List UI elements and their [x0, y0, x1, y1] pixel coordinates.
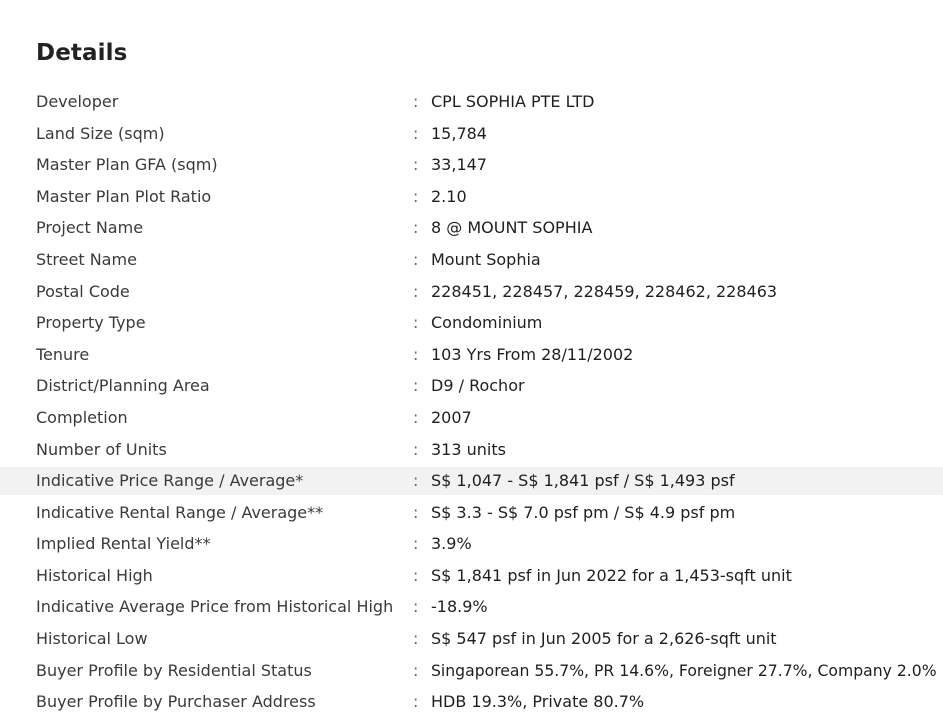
row-separator: : — [413, 470, 419, 490]
row-value: Condominium — [431, 313, 543, 333]
row-price-from-high — [0, 591, 943, 623]
page-title: Details — [36, 40, 128, 66]
row-value: S$ 3.3 - S$ 7.0 psf pm / S$ 4.9 psf pm — [431, 502, 736, 522]
row-separator: : — [413, 344, 419, 364]
row-label: Indicative Rental Range / Average** — [36, 502, 324, 522]
row-separator: : — [413, 249, 419, 269]
row-postal-code — [0, 276, 943, 308]
row-value: S$ 1,841 psf in Jun 2022 for a 1,453-sqft unit — [431, 565, 792, 585]
row-value: S$ 1,047 - S$ 1,841 psf / S$ 1,493 psf — [431, 470, 735, 490]
row-separator: : — [413, 660, 419, 680]
row-separator: : — [413, 376, 419, 396]
row-label: Indicative Average Price from Historical High — [36, 597, 394, 617]
row-property-type — [0, 307, 943, 339]
row-separator: : — [413, 439, 419, 459]
row-label: Completion — [36, 407, 128, 427]
row-tenure — [0, 339, 943, 371]
row-plot-ratio — [0, 181, 943, 213]
row-separator: : — [413, 565, 419, 585]
row-value: CPL SOPHIA PTE LTD — [431, 92, 595, 111]
row-value: 3.9% — [431, 534, 472, 554]
row-separator: : — [413, 92, 419, 111]
row-value: 2.10 — [431, 186, 467, 206]
row-label: Land Size (sqm) — [36, 123, 165, 143]
row-label: Tenure — [36, 344, 90, 364]
row-label: Indicative Price Range / Average* — [36, 470, 304, 490]
row-label: Historical Low — [36, 629, 148, 648]
row-rental-yield — [0, 528, 943, 560]
row-value: -18.9% — [431, 597, 488, 617]
details-table — [0, 86, 943, 718]
row-label: Master Plan Plot Ratio — [36, 186, 212, 206]
row-label: Number of Units — [36, 439, 167, 459]
row-label: Master Plan GFA (sqm) — [36, 155, 218, 175]
row-buyer-residential — [0, 655, 943, 687]
row-label: Postal Code — [36, 281, 130, 301]
row-land-size — [0, 118, 943, 150]
row-value: 33,147 — [431, 155, 487, 175]
row-separator: : — [413, 692, 419, 712]
row-buyer-address — [0, 686, 943, 718]
row-value: 2007 — [431, 407, 472, 427]
row-separator: : — [413, 502, 419, 522]
row-label: Project Name — [36, 218, 144, 238]
row-label: Implied Rental Yield** — [36, 534, 211, 554]
row-separator: : — [413, 629, 419, 648]
row-label: Developer — [36, 92, 119, 111]
row-value: D9 / Rochor — [431, 376, 525, 396]
row-separator: : — [413, 597, 419, 617]
row-project-name — [0, 212, 943, 244]
row-value: HDB 19.3%, Private 80.7% — [431, 692, 645, 712]
row-separator: : — [413, 313, 419, 333]
row-label: Street Name — [36, 249, 137, 269]
row-label: Historical High — [36, 565, 153, 585]
row-completion — [0, 402, 943, 434]
row-separator: : — [413, 281, 419, 301]
row-value: Singaporean 55.7%, PR 14.6%, Foreigner 27.7%, Company 2.0% — [431, 660, 937, 680]
row-value: 8 @ MOUNT SOPHIA — [431, 218, 593, 238]
row-label: District/Planning Area — [36, 376, 210, 396]
row-separator: : — [413, 186, 419, 206]
row-separator: : — [413, 407, 419, 427]
row-label: Property Type — [36, 313, 146, 333]
row-separator: : — [413, 155, 419, 175]
row-district — [0, 370, 943, 402]
row-number-of-units — [0, 434, 943, 466]
row-label: Buyer Profile by Residential Status — [36, 660, 312, 680]
row-developer — [0, 86, 943, 118]
row-value: 15,784 — [431, 123, 487, 143]
row-rental-range — [0, 497, 943, 529]
row-value: 103 Yrs From 28/11/2002 — [431, 344, 634, 364]
row-historical-low — [0, 623, 943, 655]
row-value: S$ 547 psf in Jun 2005 for a 2,626-sqft unit — [431, 629, 777, 648]
row-price-range — [0, 467, 943, 495]
row-label: Buyer Profile by Purchaser Address — [36, 692, 316, 712]
row-master-plan-gfa — [0, 149, 943, 181]
row-historical-high — [0, 560, 943, 592]
row-separator: : — [413, 218, 419, 238]
row-value: Mount Sophia — [431, 249, 541, 269]
row-street-name — [0, 244, 943, 276]
row-value: 313 units — [431, 439, 506, 459]
row-value: 228451, 228457, 228459, 228462, 228463 — [431, 281, 778, 301]
row-separator: : — [413, 534, 419, 554]
row-separator: : — [413, 123, 419, 143]
